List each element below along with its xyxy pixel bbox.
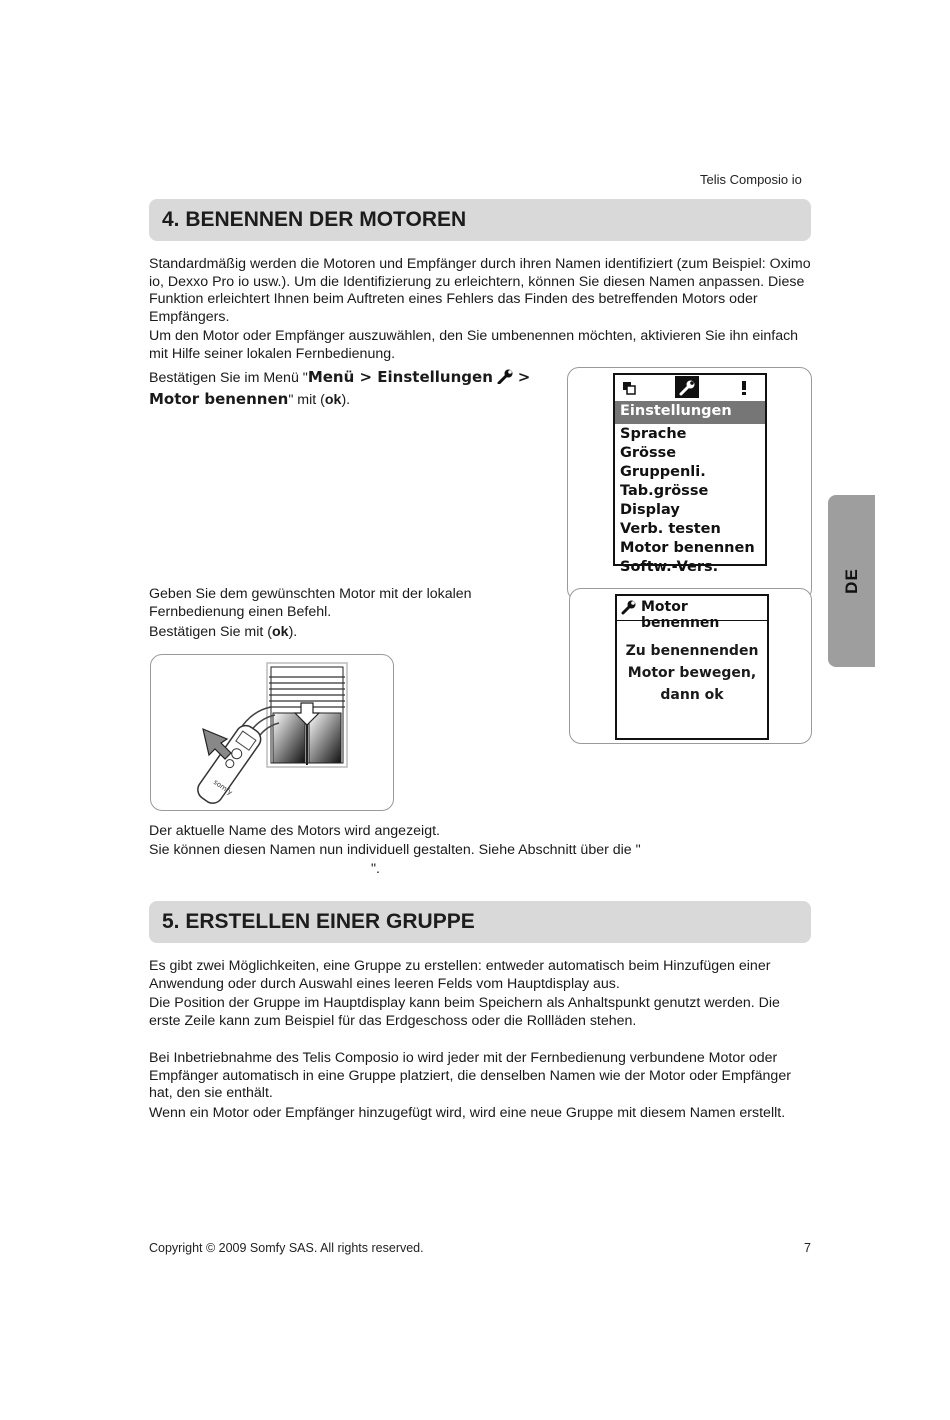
settings-screen-title-bar [615,401,765,424]
motor-screen [615,594,769,740]
footer-page-number: 7 [804,1241,811,1255]
remote-brand-label: somfy [211,778,234,797]
settings-screen [613,373,767,575]
menu-item-groesse-gruppenliste[interactable]: Grösse Gruppenli. [620,445,706,480]
step-2-line-1: Geben Sie dem gewünschten Motor mit der lokalen Fernbedienung einen Befehl. [149,586,472,620]
step-1-menu-path: Menü > Einstellungen [307,368,493,386]
wrench-icon [675,376,699,398]
settings-screen-panel [567,367,812,601]
groups-tab-icon [622,381,636,395]
menu-item-display[interactable]: Display [620,502,680,518]
document-header: Telis Composio io [700,172,802,187]
step-1-suffix-a: " mit ( [288,392,325,408]
settings-screen-title: Einstellungen [620,403,732,419]
step-1-separator: > [517,368,531,386]
menu-item-softw-vers[interactable]: Softw.-Vers. [620,559,719,575]
motor-screen-title: Motor benennen [641,599,720,631]
settings-menu-list [620,425,765,577]
alert-tab-icon [739,380,749,396]
motor-message-line-3: dann ok [660,687,724,703]
language-side-tab-label: DE [841,568,861,594]
after-line-3: ". [371,861,380,877]
step-2-prefix: Bestätigen Sie mit ( [149,624,273,640]
motor-screen-panel [569,588,812,744]
section-4-header [149,199,811,241]
section-5-title: 5. ERSTELLEN EINER GRUPPE [162,910,475,933]
after-line-2: Sie können diesen Namen nun individuell gestalten. Siehe Abschnitt über die " [149,842,641,858]
step-1-text [149,367,549,411]
motor-screen-message [617,640,767,706]
menu-item-sprache[interactable]: Sprache [620,426,687,442]
section-5-header [149,901,811,943]
section-5-body [149,958,814,1122]
wrench-icon [497,369,514,384]
step-1-item: Motor benennen [149,390,289,408]
step-1-prefix: Bestätigen Sie im Menü " [149,370,308,386]
settings-tab-active [675,376,699,398]
section-5-paragraph-2: Die Position der Gruppe im Hauptdisplay kann beim Speichern als Anhaltspunkt genutzt werden. Die erste Zeile kann zum Beispiel für das Erdgeschoss oder die Rollläden stehen. [149,995,780,1029]
section-4-intro [149,256,814,363]
step-2-text [149,586,509,642]
motor-screen-title-bar [617,596,767,631]
remote-illustration-panel [150,654,394,811]
step-1-suffix-b: ). [341,392,351,408]
section-5-paragraph-4: Wenn ein Motor oder Empfänger hinzugefügt wird, wird eine neue Gruppe mit diesem Namen erstellt. [149,1104,786,1121]
motor-message-line-2: Motor bewegen, [627,665,757,681]
step-2-line-2 [149,624,509,642]
section-5-paragraph-1: Es gibt zwei Möglichkeiten, eine Gruppe zu erstellen: entweder automatisch beim Hinzufügen einer Anwendung oder durch Auswahl eines leeren Felds vom Hauptdisplay aus. [149,958,771,992]
footer-copyright: Copyright © 2009 Somfy SAS. All rights reserved. [149,1241,424,1255]
step-2-ok: ok [272,624,289,640]
wrench-icon [621,600,637,615]
language-side-tab [828,495,875,667]
screen-tab-bar [615,375,765,400]
intro-paragraph-1: Standardmäßig werden die Motoren und Empfänger durch ihren Namen identifiziert (zum Beispiel: Oximo io, Dexxo Pro io usw.). Um die Identifizierung zu erleichtern, können Sie diesen Namen anpassen. Diese Funktion erleichtert Ihnen beim Auftreten eines Fehlers das Finden des betreffenden Motors oder Empfängers. [149,256,811,325]
section-4-after [149,822,814,879]
motor-message-line-1: Zu benennenden [625,643,759,659]
intro-paragraph-2: Um den Motor oder Empfänger auszuwählen, den Sie umbenennen möchten, aktivieren Sie ihn einfach mit Hilfe seiner lokalen Fernbedienung. [149,328,799,362]
step-2-suffix: ). [288,624,298,640]
menu-item-tab-groesse[interactable]: Tab.grösse [620,483,709,499]
section-5-paragraph-3: Bei Inbetriebnahme des Telis Composio io wird jeder mit der Fernbedienung verbundene Motor oder Empfänger automatisch in eine Gruppe platziert, die denselben Namen wie der Motor oder Empfänger hat, den sie enthält. [149,1050,791,1101]
section-4-title: 4. BENENNEN DER MOTOREN [162,208,467,231]
menu-item-motor-benennen[interactable]: Motor benennen [620,540,755,556]
remote-window-illustration [151,655,393,810]
after-line-1: Der aktuelle Name des Motors wird angezeigt. [149,823,440,839]
step-1-ok: ok [324,392,342,408]
menu-item-verb-testen[interactable]: Verb. testen [620,521,721,537]
